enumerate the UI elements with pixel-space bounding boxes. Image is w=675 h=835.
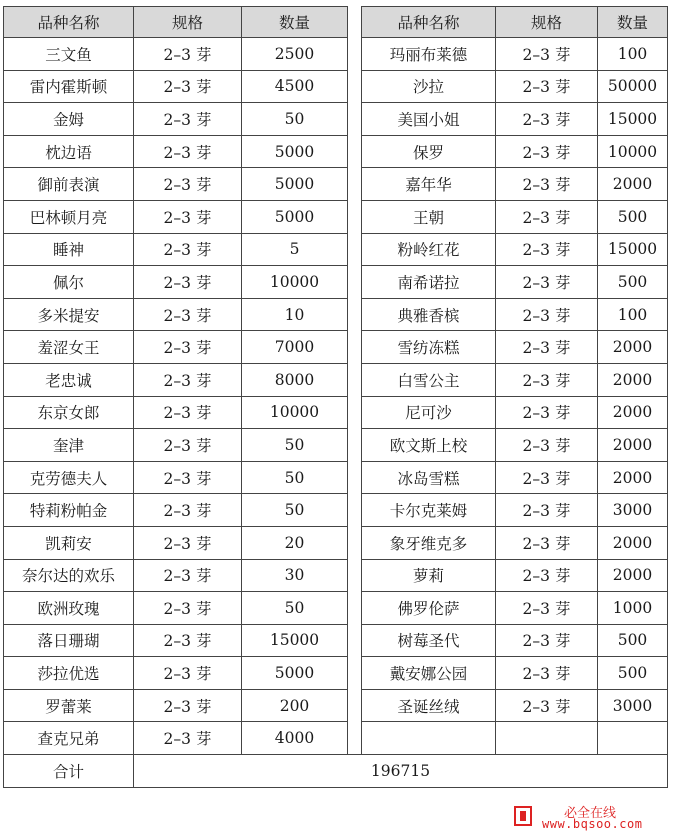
column-gap — [348, 7, 362, 38]
left-name-cell: 查克兄弟 — [4, 722, 134, 755]
right-name-cell: 卡尔克莱姆 — [362, 494, 496, 527]
right-name-cell: 萝莉 — [362, 559, 496, 592]
right-spec-cell: 2–3 芽 — [496, 526, 598, 559]
right-qty-cell: 3000 — [598, 494, 668, 527]
table-row — [4, 168, 668, 201]
column-gap — [348, 494, 362, 527]
left-name-cell: 奈尔达的欢乐 — [4, 559, 134, 592]
left-name-cell: 老忠诚 — [4, 363, 134, 396]
right-qty-cell: 2000 — [598, 429, 668, 462]
left-name-cell: 克劳德夫人 — [4, 461, 134, 494]
column-gap — [348, 624, 362, 657]
table-row — [4, 429, 668, 462]
table-row — [4, 233, 668, 266]
left-qty-cell: 5000 — [242, 657, 348, 690]
right-spec-cell: 2–3 芽 — [496, 461, 598, 494]
right-qty-cell: 500 — [598, 266, 668, 299]
left-qty-cell: 10000 — [242, 396, 348, 429]
right-spec-cell: 2–3 芽 — [496, 103, 598, 136]
column-gap — [348, 168, 362, 201]
header-name-2: 品种名称 — [362, 7, 496, 38]
left-spec-cell: 2–3 芽 — [134, 363, 242, 396]
left-qty-cell: 10000 — [242, 266, 348, 299]
left-spec-cell: 2–3 芽 — [134, 266, 242, 299]
table-row — [4, 38, 668, 71]
left-spec-cell: 2–3 芽 — [134, 624, 242, 657]
table-row — [4, 592, 668, 625]
left-qty-cell: 20 — [242, 526, 348, 559]
left-spec-cell: 2–3 芽 — [134, 70, 242, 103]
left-spec-cell: 2–3 芽 — [134, 429, 242, 462]
column-gap — [348, 200, 362, 233]
right-spec-cell: 2–3 芽 — [496, 266, 598, 299]
right-name-cell — [362, 722, 496, 755]
right-name-cell: 雪纺冻糕 — [362, 331, 496, 364]
right-name-cell: 粉岭红花 — [362, 233, 496, 266]
right-spec-cell: 2–3 芽 — [496, 429, 598, 462]
variety-table — [3, 6, 668, 788]
right-name-cell: 圣诞丝绒 — [362, 689, 496, 722]
right-qty-cell: 2000 — [598, 526, 668, 559]
column-gap — [348, 396, 362, 429]
left-name-cell: 多米提安 — [4, 298, 134, 331]
table-row — [4, 298, 668, 331]
right-name-cell: 尼可沙 — [362, 396, 496, 429]
header-qty: 数量 — [242, 7, 348, 38]
table-row — [4, 396, 668, 429]
right-spec-cell: 2–3 芽 — [496, 592, 598, 625]
total-row — [4, 755, 668, 788]
right-spec-cell: 2–3 芽 — [496, 494, 598, 527]
column-gap — [348, 298, 362, 331]
column-gap — [348, 592, 362, 625]
right-qty-cell: 500 — [598, 200, 668, 233]
left-qty-cell: 5000 — [242, 200, 348, 233]
left-spec-cell: 2–3 芽 — [134, 559, 242, 592]
right-spec-cell: 2–3 芽 — [496, 396, 598, 429]
right-qty-cell: 50000 — [598, 70, 668, 103]
table-row — [4, 624, 668, 657]
right-name-cell: 白雪公主 — [362, 363, 496, 396]
right-name-cell: 王朝 — [362, 200, 496, 233]
left-qty-cell: 50 — [242, 461, 348, 494]
table-row — [4, 135, 668, 168]
table-row — [4, 200, 668, 233]
right-name-cell: 嘉年华 — [362, 168, 496, 201]
left-spec-cell: 2–3 芽 — [134, 103, 242, 136]
left-qty-cell: 5000 — [242, 135, 348, 168]
left-name-cell: 巴林顿月亮 — [4, 200, 134, 233]
left-name-cell: 三文鱼 — [4, 38, 134, 71]
right-name-cell: 沙拉 — [362, 70, 496, 103]
right-spec-cell: 2–3 芽 — [496, 38, 598, 71]
table-row — [4, 461, 668, 494]
left-qty-cell: 5000 — [242, 168, 348, 201]
table-row — [4, 526, 668, 559]
left-qty-cell: 30 — [242, 559, 348, 592]
left-qty-cell: 200 — [242, 689, 348, 722]
left-name-cell: 特莉粉帕金 — [4, 494, 134, 527]
left-name-cell: 东京女郎 — [4, 396, 134, 429]
right-spec-cell: 2–3 芽 — [496, 624, 598, 657]
column-gap — [348, 657, 362, 690]
left-spec-cell: 2–3 芽 — [134, 331, 242, 364]
left-spec-cell: 2–3 芽 — [134, 135, 242, 168]
right-name-cell: 美国小姐 — [362, 103, 496, 136]
table-row — [4, 494, 668, 527]
right-spec-cell: 2–3 芽 — [496, 689, 598, 722]
column-gap — [348, 70, 362, 103]
left-name-cell: 罗蕾莱 — [4, 689, 134, 722]
right-qty-cell: 2000 — [598, 331, 668, 364]
left-qty-cell: 2500 — [242, 38, 348, 71]
left-spec-cell: 2–3 芽 — [134, 592, 242, 625]
right-spec-cell: 2–3 芽 — [496, 233, 598, 266]
right-name-cell: 欧文斯上校 — [362, 429, 496, 462]
left-spec-cell: 2–3 芽 — [134, 396, 242, 429]
column-gap — [348, 526, 362, 559]
right-qty-cell: 100 — [598, 38, 668, 71]
column-gap — [348, 722, 362, 755]
right-qty-cell: 500 — [598, 624, 668, 657]
right-spec-cell: 2–3 芽 — [496, 363, 598, 396]
header-qty-2: 数量 — [598, 7, 668, 38]
left-spec-cell: 2–3 芽 — [134, 526, 242, 559]
left-name-cell: 佩尔 — [4, 266, 134, 299]
table-row — [4, 70, 668, 103]
right-name-cell: 典雅香槟 — [362, 298, 496, 331]
left-qty-cell: 5 — [242, 233, 348, 266]
right-name-cell: 树莓圣代 — [362, 624, 496, 657]
left-spec-cell: 2–3 芽 — [134, 461, 242, 494]
right-spec-cell: 2–3 芽 — [496, 70, 598, 103]
watermark-url: www.bqsoo.com — [542, 817, 643, 831]
header-spec: 规格 — [134, 7, 242, 38]
right-qty-cell: 100 — [598, 298, 668, 331]
column-gap — [348, 429, 362, 462]
left-name-cell: 羞涩女王 — [4, 331, 134, 364]
right-qty-cell: 3000 — [598, 689, 668, 722]
right-qty-cell: 1000 — [598, 592, 668, 625]
right-qty-cell: 500 — [598, 657, 668, 690]
column-gap — [348, 38, 362, 71]
left-name-cell: 雷内霍斯顿 — [4, 70, 134, 103]
left-name-cell: 睡神 — [4, 233, 134, 266]
left-name-cell: 金姆 — [4, 103, 134, 136]
left-spec-cell: 2–3 芽 — [134, 722, 242, 755]
right-qty-cell: 15000 — [598, 103, 668, 136]
right-spec-cell: 2–3 芽 — [496, 559, 598, 592]
left-qty-cell: 50 — [242, 103, 348, 136]
right-spec-cell: 2–3 芽 — [496, 657, 598, 690]
left-name-cell: 欧洲玫瑰 — [4, 592, 134, 625]
column-gap — [348, 233, 362, 266]
column-gap — [348, 363, 362, 396]
left-spec-cell: 2–3 芽 — [134, 657, 242, 690]
column-gap — [348, 461, 362, 494]
left-spec-cell: 2–3 芽 — [134, 38, 242, 71]
left-name-cell: 凯莉安 — [4, 526, 134, 559]
right-name-cell: 保罗 — [362, 135, 496, 168]
logo-icon — [512, 804, 538, 828]
left-spec-cell: 2–3 芽 — [134, 233, 242, 266]
table-row — [4, 331, 668, 364]
watermark-text: 必全在线 — [564, 806, 617, 821]
column-gap — [348, 266, 362, 299]
right-qty-cell: 10000 — [598, 135, 668, 168]
right-name-cell: 冰岛雪糕 — [362, 461, 496, 494]
total-value: 196715 — [134, 755, 668, 788]
left-name-cell: 奎津 — [4, 429, 134, 462]
table-row — [4, 559, 668, 592]
column-gap — [348, 559, 362, 592]
left-name-cell: 枕边语 — [4, 135, 134, 168]
right-spec-cell — [496, 722, 598, 755]
table-row — [4, 657, 668, 690]
site-watermark — [512, 802, 674, 832]
left-qty-cell: 50 — [242, 494, 348, 527]
right-spec-cell: 2–3 芽 — [496, 200, 598, 233]
right-spec-cell: 2–3 芽 — [496, 135, 598, 168]
left-spec-cell: 2–3 芽 — [134, 168, 242, 201]
right-qty-cell: 15000 — [598, 233, 668, 266]
right-name-cell: 戴安娜公园 — [362, 657, 496, 690]
column-gap — [348, 135, 362, 168]
total-label: 合计 — [4, 755, 134, 788]
left-name-cell: 御前表演 — [4, 168, 134, 201]
right-spec-cell: 2–3 芽 — [496, 331, 598, 364]
table-row — [4, 689, 668, 722]
left-spec-cell: 2–3 芽 — [134, 200, 242, 233]
right-spec-cell: 2–3 芽 — [496, 298, 598, 331]
table-row — [4, 722, 668, 755]
right-qty-cell: 2000 — [598, 168, 668, 201]
left-qty-cell: 15000 — [242, 624, 348, 657]
header-spec-2: 规格 — [496, 7, 598, 38]
left-qty-cell: 4000 — [242, 722, 348, 755]
left-name-cell: 莎拉优选 — [4, 657, 134, 690]
table-row — [4, 103, 668, 136]
table-row — [4, 266, 668, 299]
left-qty-cell: 50 — [242, 429, 348, 462]
left-qty-cell: 50 — [242, 592, 348, 625]
right-qty-cell — [598, 722, 668, 755]
column-gap — [348, 331, 362, 364]
left-qty-cell: 10 — [242, 298, 348, 331]
header-row — [4, 7, 668, 38]
left-spec-cell: 2–3 芽 — [134, 689, 242, 722]
column-gap — [348, 103, 362, 136]
left-qty-cell: 4500 — [242, 70, 348, 103]
left-qty-cell: 8000 — [242, 363, 348, 396]
right-name-cell: 南希诺拉 — [362, 266, 496, 299]
right-qty-cell: 2000 — [598, 396, 668, 429]
right-name-cell: 佛罗伦萨 — [362, 592, 496, 625]
right-name-cell: 象牙维克多 — [362, 526, 496, 559]
right-qty-cell: 2000 — [598, 559, 668, 592]
left-spec-cell: 2–3 芽 — [134, 298, 242, 331]
right-qty-cell: 2000 — [598, 461, 668, 494]
table-row — [4, 363, 668, 396]
right-qty-cell: 2000 — [598, 363, 668, 396]
header-name: 品种名称 — [4, 7, 134, 38]
right-spec-cell: 2–3 芽 — [496, 168, 598, 201]
left-spec-cell: 2–3 芽 — [134, 494, 242, 527]
left-name-cell: 落日珊瑚 — [4, 624, 134, 657]
column-gap — [348, 689, 362, 722]
right-name-cell: 玛丽布莱德 — [362, 38, 496, 71]
left-qty-cell: 7000 — [242, 331, 348, 364]
